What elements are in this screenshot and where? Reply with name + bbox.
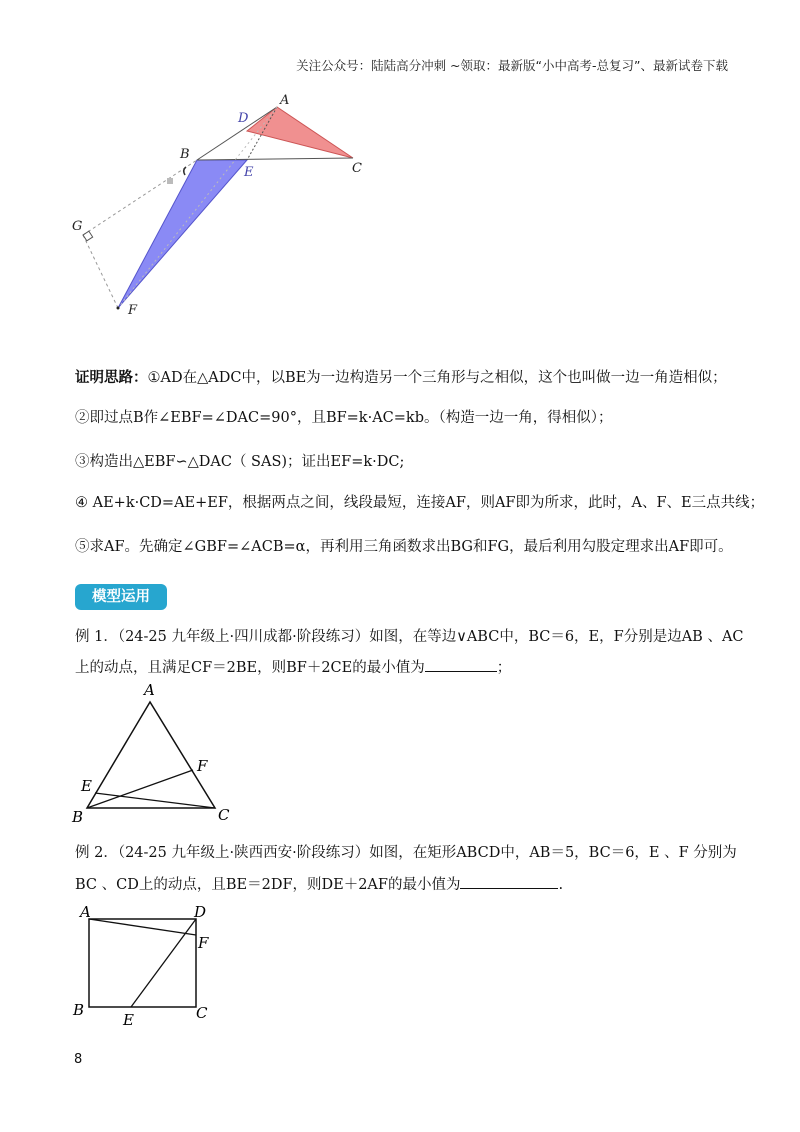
proof-line-2: ②即过点B作∠EBF=∠DAC=90°，且BF=k·AC=kb。（构造一边一角，得相似）；	[75, 410, 613, 426]
example-1-line-1: 例 1．（24-25 九年级上·四川成都·阶段练习）如图，在等边∨ABC中，BC＝6，E，F分别是边AB 、AC	[75, 629, 744, 645]
segment-ce	[95, 793, 215, 808]
segment-de	[131, 919, 196, 1007]
label-f: F	[197, 757, 208, 775]
figure-1-diagram	[60, 90, 380, 325]
example-2-line-1: 例 2．（24-25 九年级上·陕西西安·阶段练习）如图，在矩形ABCD中，AB＝5，BC＝6，E 、F 分别为	[75, 845, 737, 861]
label-b: B	[73, 1001, 85, 1019]
label-d: D	[194, 903, 207, 921]
label-g: G	[72, 219, 83, 234]
angle-mark-b	[184, 167, 186, 175]
right-angle-b	[167, 178, 173, 184]
example-2-text: BC 、CD上的动点，且BE＝2DF，则DE＋2AF的最小值为	[75, 877, 461, 893]
example-2-line-2	[75, 874, 735, 895]
page-number: 8	[74, 1052, 83, 1067]
proof-line-5: ⑤求AF。先确定∠GBF=∠ACB=α，再利用三角函数求出BG和FG，最后利用勾股定理求出AF即可。	[75, 539, 733, 555]
figure-3-rectangle	[70, 898, 230, 1028]
page-header: 关注公众号：陆陆高分冲刺 ~领取：最新版“小中高考-总复习”、最新试卷下载	[296, 58, 728, 73]
proof-title: 证明思路：	[75, 369, 148, 386]
label-d: D	[238, 111, 249, 126]
label-a: A	[80, 903, 91, 921]
example-1-end: ；	[496, 660, 512, 676]
segment-af	[89, 919, 196, 935]
label-a: A	[280, 93, 290, 108]
label-e: E	[123, 1011, 134, 1028]
label-a: A	[144, 682, 155, 699]
label-c: C	[352, 161, 362, 176]
label-e: E	[81, 777, 92, 795]
blue-triangle	[118, 160, 247, 308]
section-tag: 模型运用	[75, 584, 167, 610]
label-f: F	[198, 934, 209, 952]
label-b: B	[180, 147, 190, 162]
label-b: B	[72, 808, 84, 826]
point-f	[117, 307, 120, 310]
example-2-end: .	[558, 877, 564, 893]
segment-bc	[197, 158, 353, 160]
answer-blank-2[interactable]	[460, 874, 558, 889]
right-angle-g	[83, 231, 93, 241]
example-1-text: 上的动点，且满足CF＝2BE，则BF＋2CE的最小值为	[75, 660, 425, 676]
example-1-line-2	[75, 657, 735, 678]
segment-gf	[83, 235, 118, 308]
segment-bf	[87, 770, 193, 808]
label-f: F	[128, 303, 138, 318]
proof-line-1	[75, 368, 735, 388]
answer-blank-1[interactable]	[425, 657, 497, 672]
proof-text-1: ①AD在△ADC中，以BE为一边构造另一个三角形与之相似，这个也叫做一边一角造相似；	[147, 370, 727, 386]
proof-line-4: ④ AE+k·CD=AE+EF，根据两点之间，线段最短，连接AF，则AF即为所求，此时，A、F、E三点共线；	[75, 495, 765, 511]
proof-line-3: ③构造出△EBF∽△DAC（ SAS)；证出EF=k·DC;	[75, 454, 405, 470]
figure-2-triangle	[70, 682, 240, 827]
triangle-abc	[87, 702, 215, 808]
label-c: C	[196, 1004, 208, 1022]
label-e: E	[244, 165, 254, 180]
label-c: C	[218, 806, 230, 824]
